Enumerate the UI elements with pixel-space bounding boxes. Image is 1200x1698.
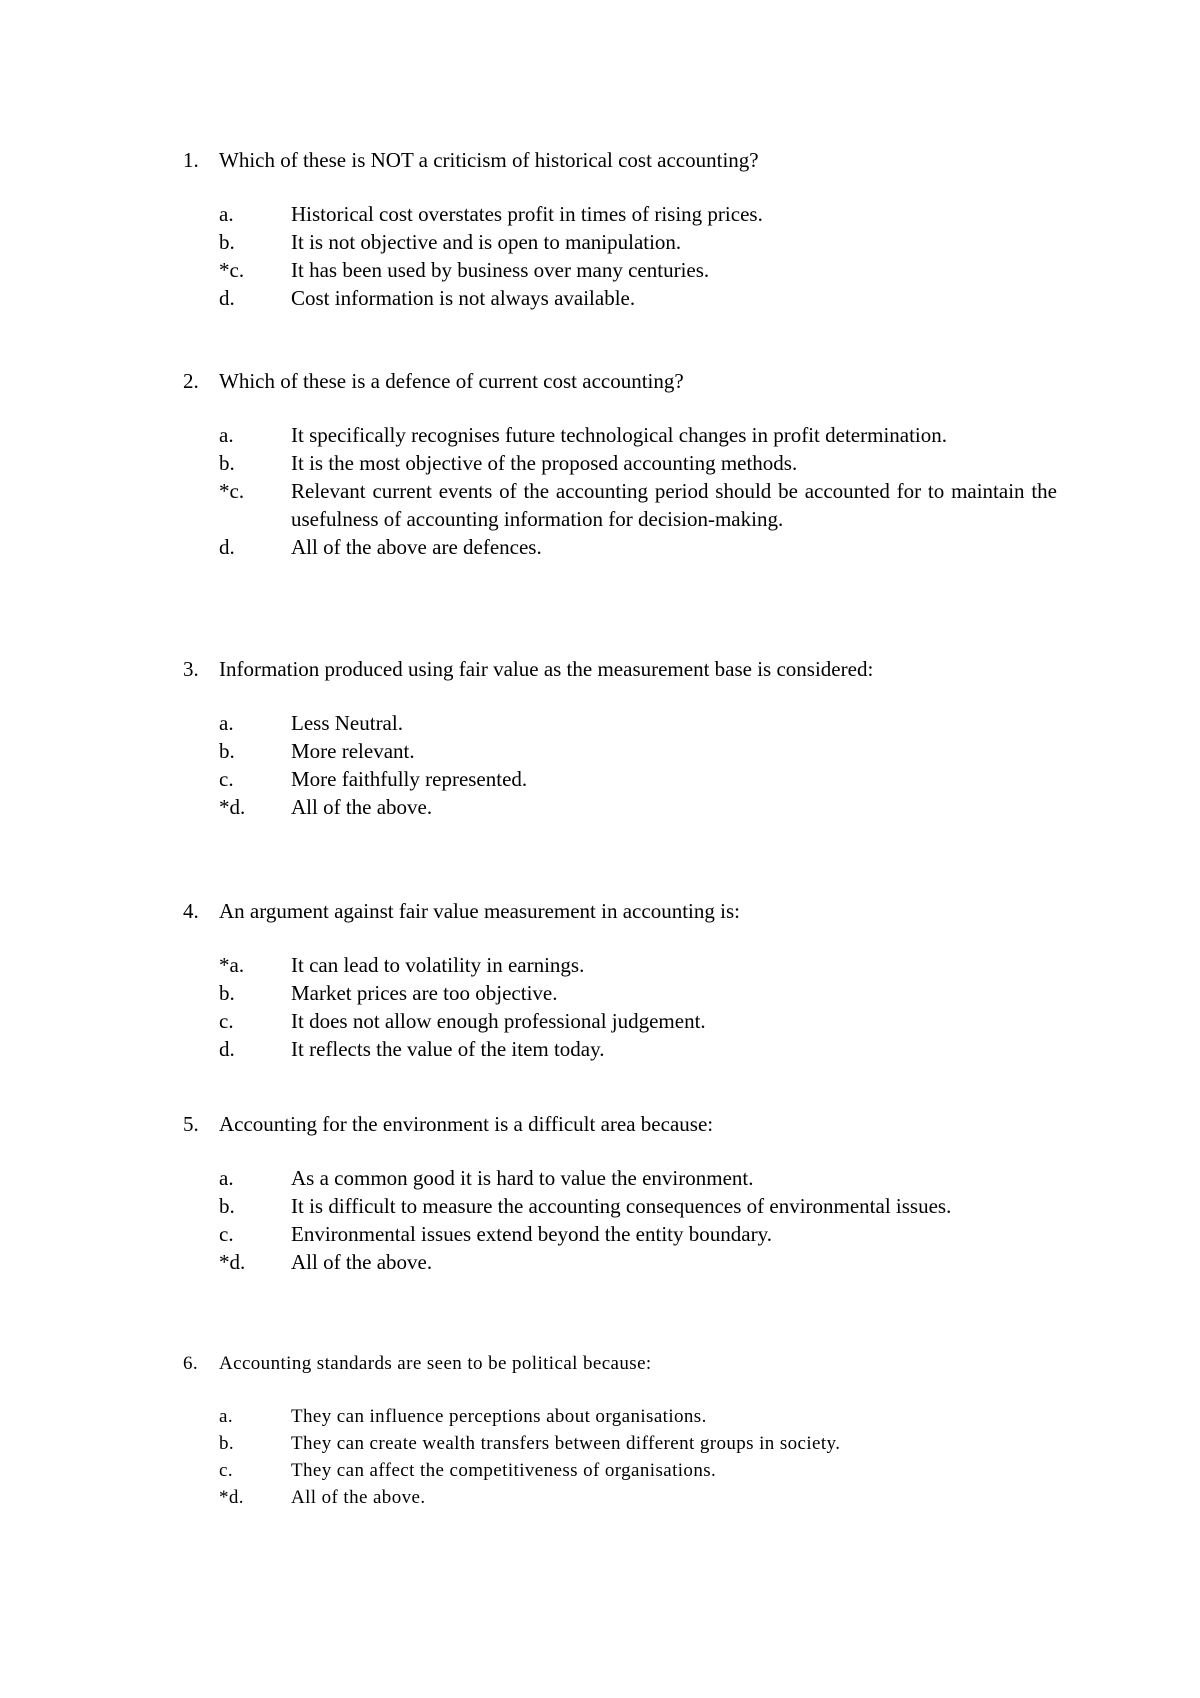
question-4: [0, 897, 1200, 1063]
option-a: [0, 951, 1200, 979]
option-text: It can lead to volatility in earnings.: [291, 953, 585, 977]
option-letter: b.: [219, 1194, 235, 1218]
option-list: [0, 709, 1200, 821]
option-c: [0, 477, 1200, 533]
option-b: [0, 1430, 1200, 1457]
option-letter: b.: [219, 451, 235, 475]
option-d: [0, 1248, 1200, 1276]
option-letter: a.: [219, 202, 234, 226]
option-text: More relevant.: [291, 739, 415, 763]
question-line: [0, 655, 1200, 683]
option-text: It is the most objective of the proposed accounting methods.: [291, 451, 798, 475]
option-letter: *d.: [219, 1250, 246, 1274]
option-text: Less Neutral.: [291, 711, 403, 735]
option-text: Cost information is not always available.: [291, 286, 636, 310]
option-letter: *d.: [219, 1487, 244, 1508]
question-2: [0, 367, 1200, 561]
option-a: [0, 1164, 1200, 1192]
option-list: [0, 200, 1200, 312]
option-letter: d.: [219, 1037, 235, 1061]
option-letter: a.: [219, 711, 234, 735]
question-line: [0, 897, 1200, 925]
option-b: [0, 979, 1200, 1007]
option-text: All of the above.: [291, 1487, 426, 1508]
option-letter: *a.: [219, 953, 245, 977]
option-letter: a.: [219, 1166, 234, 1190]
option-text: It does not allow enough professional judgement.: [291, 1009, 706, 1033]
option-d: [0, 793, 1200, 821]
option-letter: a.: [219, 423, 234, 447]
option-list: [0, 1403, 1200, 1511]
option-letter: c.: [219, 1222, 234, 1246]
question-number: 6.: [183, 1353, 199, 1374]
option-text: It has been used by business over many centuries.: [291, 258, 710, 282]
option-text: More faithfully represented.: [291, 767, 528, 791]
option-d: [0, 284, 1200, 312]
option-text: They can create wealth transfers between different groups in society.: [291, 1433, 841, 1454]
option-letter: *d.: [219, 795, 246, 819]
question-text: Information produced using fair value as the measurement base is considered:: [219, 657, 874, 681]
option-letter: c.: [219, 1009, 234, 1033]
option-c: [0, 1457, 1200, 1484]
option-letter: b.: [219, 230, 235, 254]
option-list: [0, 1164, 1200, 1276]
option-letter: b.: [219, 1433, 235, 1454]
question-1: [0, 146, 1200, 312]
option-text: It reflects the value of the item today.: [291, 1037, 605, 1061]
option-text: Historical cost overstates profit in times of rising prices.: [291, 202, 763, 226]
question-text: Accounting standards are seen to be political because:: [219, 1353, 652, 1374]
question-number: 4.: [183, 899, 199, 923]
option-b: [0, 1192, 1200, 1220]
option-text: It is not objective and is open to manipulation.: [291, 230, 682, 254]
question-number: 1.: [183, 148, 199, 172]
option-list: [0, 951, 1200, 1063]
option-d: [0, 533, 1200, 561]
option-b: [0, 228, 1200, 256]
option-b: [0, 449, 1200, 477]
question-line: [0, 146, 1200, 174]
option-text: It specifically recognises future technological changes in profit determination.: [291, 423, 948, 447]
option-d: [0, 1035, 1200, 1063]
option-a: [0, 421, 1200, 449]
option-c: [0, 1007, 1200, 1035]
question-text: An argument against fair value measurement in accounting is:: [219, 899, 740, 923]
option-text: All of the above are defences.: [291, 535, 542, 559]
question-number: 2.: [183, 369, 199, 393]
option-text: All of the above.: [291, 795, 433, 819]
option-letter: d.: [219, 286, 235, 310]
question-number: 5.: [183, 1112, 199, 1136]
option-text: All of the above.: [291, 1250, 433, 1274]
option-text: They can affect the competitiveness of organisations.: [291, 1460, 717, 1481]
option-c: [0, 1220, 1200, 1248]
option-text: As a common good it is hard to value the environment.: [291, 1166, 754, 1190]
question-line: [0, 367, 1200, 395]
question-5: [0, 1110, 1200, 1276]
option-letter: d.: [219, 535, 235, 559]
option-letter: b.: [219, 981, 235, 1005]
option-d: [0, 1484, 1200, 1511]
question-text: Accounting for the environment is a difficult area because:: [219, 1112, 714, 1136]
option-letter: *c.: [219, 479, 245, 503]
question-line: [0, 1350, 1200, 1377]
option-letter: b.: [219, 739, 235, 763]
option-letter: a.: [219, 1406, 233, 1427]
option-letter: c.: [219, 767, 234, 791]
question-line: [0, 1110, 1200, 1138]
option-a: [0, 1403, 1200, 1430]
option-text: Environmental issues extend beyond the entity boundary.: [291, 1222, 772, 1246]
option-list: [0, 421, 1200, 561]
question-text: Which of these is NOT a criticism of historical cost accounting?: [219, 148, 759, 172]
option-c: [0, 765, 1200, 793]
option-a: [0, 709, 1200, 737]
question-6: [0, 1350, 1200, 1511]
question-number: 3.: [183, 657, 199, 681]
option-letter: c.: [219, 1460, 233, 1481]
question-text: Which of these is a defence of current cost accounting?: [219, 369, 684, 393]
option-text: Market prices are too objective.: [291, 981, 558, 1005]
option-text: It is difficult to measure the accounting consequences of environmental issues.: [291, 1194, 952, 1218]
question-3: [0, 655, 1200, 821]
option-c: [0, 256, 1200, 284]
option-b: [0, 737, 1200, 765]
option-a: [0, 200, 1200, 228]
option-letter: *c.: [219, 258, 245, 282]
option-text: Relevant current events of the accounting period should be accounted for to maintain the usefulness of accounting information for decision-making.: [291, 479, 1057, 531]
option-text: They can influence perceptions about organisations.: [291, 1406, 707, 1427]
